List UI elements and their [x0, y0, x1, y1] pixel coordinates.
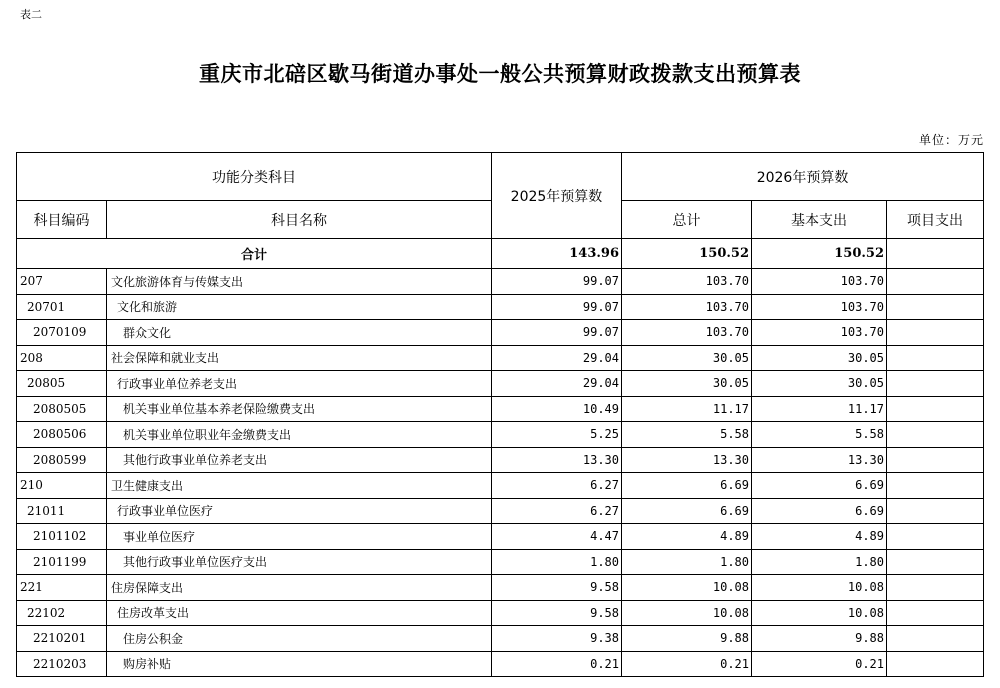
row-budget-2025: 5.25	[492, 422, 622, 448]
table-row	[17, 345, 984, 371]
row-code: 21011	[17, 498, 107, 524]
row-budget-2025: 6.27	[492, 498, 622, 524]
row-2026-basic: 13.30	[752, 447, 887, 473]
row-2026-total: 30.05	[622, 345, 752, 371]
row-budget-2025: 0.21	[492, 651, 622, 677]
row-2026-basic: 30.05	[752, 345, 887, 371]
row-2026-basic: 6.69	[752, 498, 887, 524]
row-2026-basic: 10.08	[752, 575, 887, 601]
row-budget-2025: 29.04	[492, 345, 622, 371]
table-row	[17, 371, 984, 397]
total-label: 合计	[17, 239, 492, 269]
row-budget-2025: 13.30	[492, 447, 622, 473]
row-budget-2025: 1.80	[492, 549, 622, 575]
row-name: 机关事业单位职业年金缴费支出	[107, 422, 492, 448]
row-name: 事业单位医疗	[107, 524, 492, 550]
row-2026-total: 10.08	[622, 600, 752, 626]
total-2026-total: 150.52	[622, 239, 752, 269]
row-2026-project	[887, 294, 984, 320]
row-budget-2025: 99.07	[492, 320, 622, 346]
row-name: 卫生健康支出	[107, 473, 492, 499]
row-2026-basic: 103.70	[752, 320, 887, 346]
row-code: 221	[17, 575, 107, 601]
row-2026-project	[887, 498, 984, 524]
row-code: 2080505	[17, 396, 107, 422]
unit-label: 单位：万元	[918, 133, 984, 147]
header-func-category: 功能分类科目	[17, 153, 492, 201]
table-row	[17, 320, 984, 346]
row-name: 群众文化	[107, 320, 492, 346]
row-2026-basic: 9.88	[752, 626, 887, 652]
row-name: 行政事业单位养老支出	[107, 371, 492, 397]
row-2026-basic: 4.89	[752, 524, 887, 550]
page-title: 重庆市北碚区歇马街道办事处一般公共预算财政拨款支出预算表	[199, 61, 801, 86]
table-row	[17, 269, 984, 295]
table-row	[17, 626, 984, 652]
row-code: 2080506	[17, 422, 107, 448]
row-budget-2025: 99.07	[492, 294, 622, 320]
row-2026-total: 6.69	[622, 473, 752, 499]
table-row	[17, 473, 984, 499]
row-code: 20701	[17, 294, 107, 320]
row-2026-basic: 0.21	[752, 651, 887, 677]
header-total: 总计	[622, 201, 752, 239]
header-budget-2026: 2026年预算数	[622, 153, 984, 201]
row-budget-2025: 99.07	[492, 269, 622, 295]
row-2026-total: 5.58	[622, 422, 752, 448]
row-name: 住房改革支出	[107, 600, 492, 626]
row-2026-total: 1.80	[622, 549, 752, 575]
row-name: 机关事业单位基本养老保险缴费支出	[107, 396, 492, 422]
row-2026-project	[887, 269, 984, 295]
row-name: 文化和旅游	[107, 294, 492, 320]
total-2026-basic: 150.52	[752, 239, 887, 269]
row-code: 210	[17, 473, 107, 499]
table-row	[17, 422, 984, 448]
row-2026-project	[887, 651, 984, 677]
row-2026-basic: 5.58	[752, 422, 887, 448]
budget-table	[16, 152, 984, 677]
header-name: 科目名称	[107, 201, 492, 239]
row-2026-basic: 11.17	[752, 396, 887, 422]
row-2026-project	[887, 422, 984, 448]
row-code: 2101199	[17, 549, 107, 575]
row-budget-2025: 9.58	[492, 575, 622, 601]
row-2026-project	[887, 320, 984, 346]
row-name: 行政事业单位医疗	[107, 498, 492, 524]
row-name: 其他行政事业单位医疗支出	[107, 549, 492, 575]
row-2026-total: 11.17	[622, 396, 752, 422]
row-name: 住房保障支出	[107, 575, 492, 601]
row-code: 208	[17, 345, 107, 371]
row-budget-2025: 9.38	[492, 626, 622, 652]
row-name: 社会保障和就业支出	[107, 345, 492, 371]
row-budget-2025: 6.27	[492, 473, 622, 499]
total-row	[17, 239, 984, 269]
row-2026-basic: 103.70	[752, 269, 887, 295]
row-name: 文化旅游体育与传媒支出	[107, 269, 492, 295]
row-name: 购房补贴	[107, 651, 492, 677]
table-row	[17, 575, 984, 601]
header-project: 项目支出	[887, 201, 984, 239]
row-2026-total: 103.70	[622, 269, 752, 295]
row-name: 其他行政事业单位养老支出	[107, 447, 492, 473]
row-2026-basic: 103.70	[752, 294, 887, 320]
header-code: 科目编码	[17, 201, 107, 239]
row-2026-project	[887, 447, 984, 473]
row-2026-total: 30.05	[622, 371, 752, 397]
header-basic: 基本支出	[752, 201, 887, 239]
row-2026-basic: 30.05	[752, 371, 887, 397]
table-row	[17, 600, 984, 626]
row-2026-project	[887, 371, 984, 397]
row-2026-total: 6.69	[622, 498, 752, 524]
row-code: 2080599	[17, 447, 107, 473]
table-row	[17, 447, 984, 473]
table-row	[17, 524, 984, 550]
row-2026-basic: 1.80	[752, 549, 887, 575]
row-code: 20805	[17, 371, 107, 397]
row-code: 2070109	[17, 320, 107, 346]
row-code: 2210201	[17, 626, 107, 652]
row-2026-total: 13.30	[622, 447, 752, 473]
row-budget-2025: 10.49	[492, 396, 622, 422]
row-2026-project	[887, 600, 984, 626]
table-row	[17, 396, 984, 422]
row-2026-total: 103.70	[622, 294, 752, 320]
row-budget-2025: 29.04	[492, 371, 622, 397]
table-row	[17, 651, 984, 677]
row-2026-total: 9.88	[622, 626, 752, 652]
row-name: 住房公积金	[107, 626, 492, 652]
row-2026-project	[887, 524, 984, 550]
row-2026-total: 103.70	[622, 320, 752, 346]
row-2026-total: 4.89	[622, 524, 752, 550]
row-2026-project	[887, 626, 984, 652]
table-row	[17, 294, 984, 320]
row-2026-project	[887, 575, 984, 601]
row-2026-total: 10.08	[622, 575, 752, 601]
row-2026-total: 0.21	[622, 651, 752, 677]
row-code: 207	[17, 269, 107, 295]
row-2026-project	[887, 549, 984, 575]
table-row	[17, 498, 984, 524]
row-code: 22102	[17, 600, 107, 626]
table-label: 表二	[20, 8, 42, 21]
total-2026-project	[887, 239, 984, 269]
row-budget-2025: 9.58	[492, 600, 622, 626]
row-2026-project	[887, 396, 984, 422]
table-row	[17, 549, 984, 575]
row-code: 2210203	[17, 651, 107, 677]
row-code: 2101102	[17, 524, 107, 550]
row-2026-project	[887, 473, 984, 499]
row-budget-2025: 4.47	[492, 524, 622, 550]
row-2026-basic: 6.69	[752, 473, 887, 499]
row-2026-project	[887, 345, 984, 371]
row-2026-basic: 10.08	[752, 600, 887, 626]
header-budget-2025: 2025年预算数	[492, 153, 622, 239]
total-2025: 143.96	[492, 239, 622, 269]
